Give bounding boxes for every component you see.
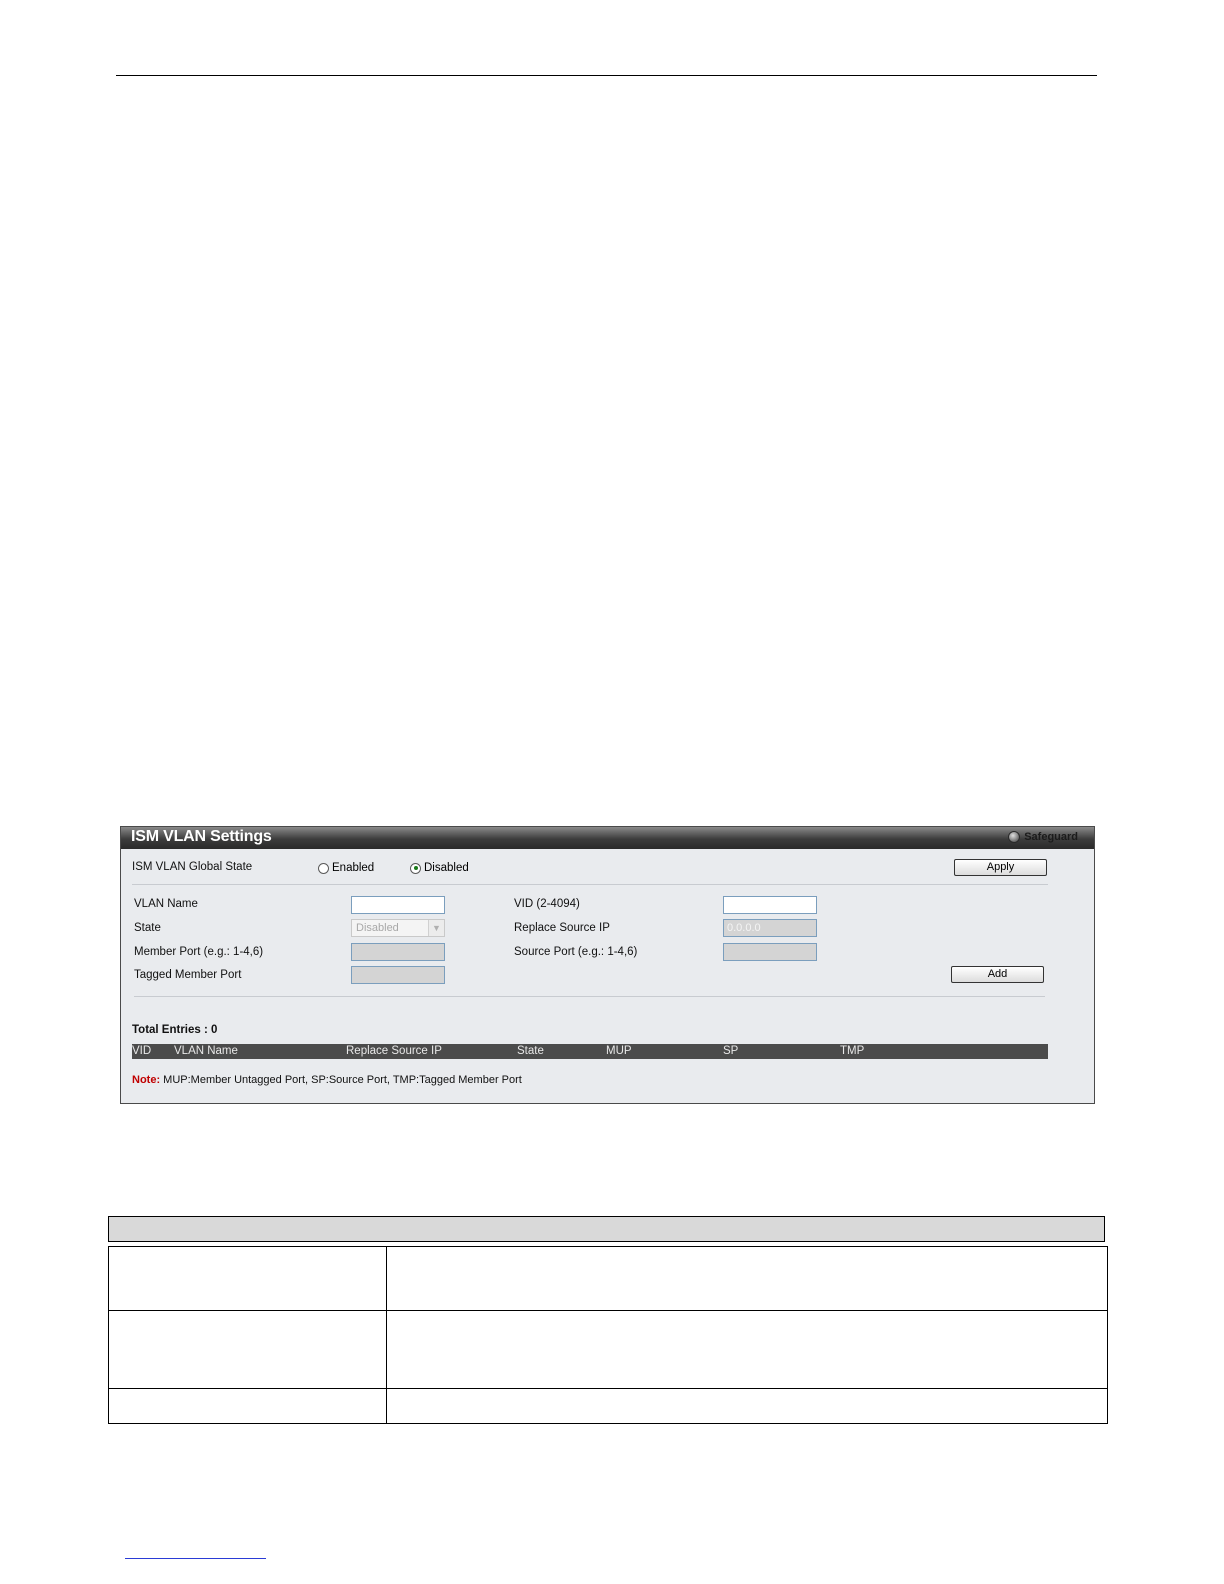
state-label: State bbox=[134, 922, 161, 934]
member-port-label: Member Port (e.g.: 1-4,6) bbox=[134, 946, 264, 958]
state-select[interactable] bbox=[351, 919, 445, 937]
replace-source-ip-input[interactable] bbox=[723, 919, 817, 937]
table-row bbox=[109, 1247, 1108, 1311]
safeguard-status-icon bbox=[1008, 831, 1020, 843]
column-header-mup: MUP bbox=[606, 1045, 632, 1057]
global-state-disabled-option[interactable] bbox=[410, 862, 469, 874]
footer-link-underline[interactable] bbox=[125, 1558, 266, 1559]
safeguard-label: Safeguard bbox=[1024, 831, 1078, 843]
global-state-enabled-option[interactable] bbox=[318, 862, 374, 874]
parameter-cell bbox=[109, 1311, 387, 1389]
table-row bbox=[109, 1389, 1108, 1424]
note-label: Note: bbox=[132, 1074, 161, 1086]
enabled-radio[interactable] bbox=[318, 863, 329, 874]
disabled-radio-label: Disabled bbox=[424, 862, 469, 874]
panel-title: ISM VLAN Settings bbox=[131, 828, 272, 845]
description-cell bbox=[387, 1389, 1108, 1424]
parameter-cell bbox=[109, 1389, 387, 1424]
column-header-vlan-name: VLAN Name bbox=[174, 1045, 238, 1057]
table-row bbox=[109, 1311, 1108, 1389]
global-state-label: ISM VLAN Global State bbox=[132, 861, 253, 873]
parameter-description-table bbox=[108, 1246, 1108, 1424]
column-header-tmp: TMP bbox=[840, 1045, 865, 1057]
note-text: MUP:Member Untagged Port, SP:Source Port, TMP:Tagged Member Port bbox=[160, 1074, 522, 1086]
parameter-table-header bbox=[108, 1216, 1105, 1242]
column-header-vid: VID bbox=[132, 1045, 152, 1057]
member-port-input[interactable] bbox=[351, 943, 445, 961]
enabled-radio-label: Enabled bbox=[332, 862, 375, 874]
replace-source-ip-label: Replace Source IP bbox=[514, 922, 610, 934]
ism-vlan-settings-panel bbox=[120, 826, 1095, 1104]
disabled-radio[interactable] bbox=[410, 863, 421, 874]
source-port-label: Source Port (e.g.: 1-4,6) bbox=[514, 946, 638, 958]
tagged-member-port-input[interactable] bbox=[351, 966, 445, 984]
panel-header bbox=[121, 827, 1094, 849]
entries-table-header bbox=[132, 1044, 1048, 1059]
section-divider bbox=[132, 884, 1048, 885]
add-button[interactable]: Add bbox=[951, 966, 1044, 983]
chevron-down-icon: ▼ bbox=[428, 920, 444, 936]
page-header-rule bbox=[116, 75, 1097, 76]
column-header-replace-source-ip: Replace Source IP bbox=[346, 1045, 442, 1057]
tagged-member-port-label: Tagged Member Port bbox=[134, 969, 242, 981]
form-divider bbox=[134, 996, 1045, 997]
description-cell bbox=[387, 1311, 1108, 1389]
total-entries: Total Entries : 0 bbox=[132, 1024, 218, 1036]
apply-button[interactable]: Apply bbox=[954, 859, 1047, 876]
column-header-sp: SP bbox=[723, 1045, 739, 1057]
vlan-name-input[interactable] bbox=[351, 896, 445, 914]
parameter-cell bbox=[109, 1247, 387, 1311]
state-select-value: Disabled bbox=[356, 922, 399, 934]
vlan-name-label: VLAN Name bbox=[134, 898, 198, 910]
source-port-input[interactable] bbox=[723, 943, 817, 961]
vid-label: VID (2-4094) bbox=[514, 898, 580, 910]
column-header-state: State bbox=[517, 1045, 544, 1057]
safeguard-indicator bbox=[1008, 831, 1078, 843]
vid-input[interactable] bbox=[723, 896, 817, 914]
note bbox=[132, 1074, 522, 1086]
description-cell bbox=[387, 1247, 1108, 1311]
